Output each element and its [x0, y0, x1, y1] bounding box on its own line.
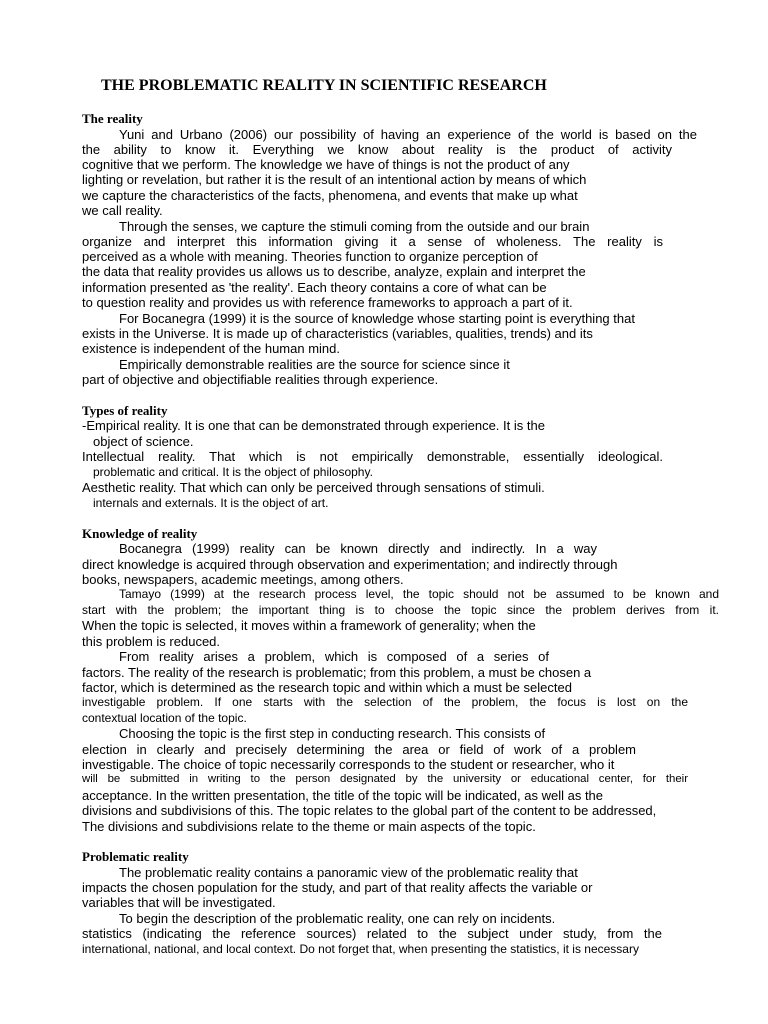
paragraph-line: start with the problem; the important thing is to choose the topic since the problem derives from it. [82, 603, 719, 617]
paragraph-line: acceptance. In the written presentation, the title of the topic will be indicated, as well as the [82, 788, 604, 803]
paragraph-line: variables that will be investigated. [82, 895, 276, 910]
paragraph-line: investigable problem. If one starts with the selection of the problem, the focus is lost on the [82, 695, 688, 709]
paragraph-line: statistics (indicating the reference sources) related to the subject under study, from the [82, 926, 662, 941]
list-item: -Empirical reality. It is one that can be demonstrated through experience. It is the [82, 418, 545, 433]
paragraph-line: we capture the characteristics of the facts, phenomena, and events that make up what [82, 188, 578, 203]
paragraph-line: investigable. The choice of topic necessarily corresponds to the student or researcher, who it [82, 757, 615, 772]
paragraph-line: direct knowledge is acquired through observation and experimentation; and indirectly through [82, 557, 618, 572]
paragraph-line: When the topic is selected, it moves within a framework of generality; when the [82, 618, 536, 633]
paragraph-line: existence is independent of the human mind. [82, 341, 341, 356]
paragraph-line: to question reality and provides us with reference frameworks to approach a part of it. [82, 295, 573, 310]
paragraph-line: factor, which is determined as the research topic and within which a must be selected [82, 680, 572, 695]
paragraph-line: divisions and subdivisions of this. The topic relates to the global part of the content to be addressed, [82, 803, 657, 818]
paragraph-line: international, national, and local context. Do not forget that, when presenting the statistics, it is necessary [82, 942, 639, 956]
list-item-continuation: internals and externals. It is the object of art. [93, 496, 329, 510]
section-heading-the-reality: The reality [82, 111, 143, 126]
list-item: Aesthetic reality. That which can only be perceived through sensations of stimuli. [82, 480, 545, 495]
paragraph-line: election in clearly and precisely determining the area or field of work of a problem [82, 742, 636, 757]
paragraph-line: will be submitted in writing to the person designated by the university or educational center, for their [82, 773, 688, 785]
paragraph-line: cognitive that we perform. The knowledge we have of things is not the product of any [82, 157, 570, 172]
paragraph-line: Empirically demonstrable realities are the source for science since it [119, 357, 510, 372]
paragraph-line: factors. The reality of the research is problematic; from this problem, a must be chosen a [82, 665, 592, 680]
paragraph-line: books, newspapers, academic meetings, among others. [82, 572, 404, 587]
section-heading-problematic-reality: Problematic reality [82, 849, 189, 864]
paragraph-line: The divisions and subdivisions relate to the theme or main aspects of the topic. [82, 819, 536, 834]
paragraph-line: Choosing the topic is the first step in conducting research. This consists of [119, 726, 546, 741]
paragraph-line: Tamayo (1999) at the research process level, the topic should not be assumed to be known and [119, 587, 719, 601]
paragraph-line: organize and interpret this information giving it a sense of wholeness. The reality is [82, 234, 663, 249]
paragraph-line: The problematic reality contains a panoramic view of the problematic reality that [119, 865, 578, 880]
paragraph-line: part of objective and objectifiable realities through experience. [82, 372, 439, 387]
paragraph-line: Yuni and Urbano (2006) our possibility of having an experience of the world is based on the [119, 127, 697, 142]
document-title: THE PROBLEMATIC REALITY IN SCIENTIFIC RESEARCH [101, 77, 547, 94]
paragraph-line: For Bocanegra (1999) it is the source of knowledge whose starting point is everything that [119, 311, 635, 326]
section-heading-knowledge-of-reality: Knowledge of reality [82, 526, 198, 541]
paragraph-line: information presented as 'the reality'. Each theory contains a core of what can be [82, 280, 547, 295]
list-item: Intellectual reality. That which is not empirically demonstrable, essentially ideological. [82, 449, 663, 464]
paragraph-line: impacts the chosen population for the study, and part of that reality affects the variable or [82, 880, 593, 895]
section-heading-types-of-reality: Types of reality [82, 403, 168, 418]
paragraph-line: Bocanegra (1999) reality can be known directly and indirectly. In a way [119, 541, 597, 556]
paragraph-line: lighting or revelation, but rather it is the result of an intentional action by means of which [82, 172, 587, 187]
paragraph-line: we call reality. [82, 203, 163, 218]
paragraph-line: To begin the description of the problematic reality, one can rely on incidents. [119, 911, 556, 926]
paragraph-line: exists in the Universe. It is made up of characteristics (variables, qualities, trends) and its [82, 326, 593, 341]
paragraph-line: the ability to know it. Everything we know about reality is the product of activity [82, 142, 672, 157]
paragraph-line: perceived as a whole with meaning. Theories function to organize perception of [82, 249, 538, 264]
paragraph-line: Through the senses, we capture the stimuli coming from the outside and our brain [119, 219, 590, 234]
paragraph-line: From reality arises a problem, which is composed of a series of [119, 649, 549, 664]
paragraph-line: this problem is reduced. [82, 634, 221, 649]
list-item-continuation: problematic and critical. It is the object of philosophy. [93, 465, 373, 479]
list-item-continuation: object of science. [93, 434, 194, 449]
paragraph-line: contextual location of the topic. [82, 711, 247, 725]
paragraph-line: the data that reality provides us allows us to describe, analyze, explain and interpret the [82, 264, 586, 279]
